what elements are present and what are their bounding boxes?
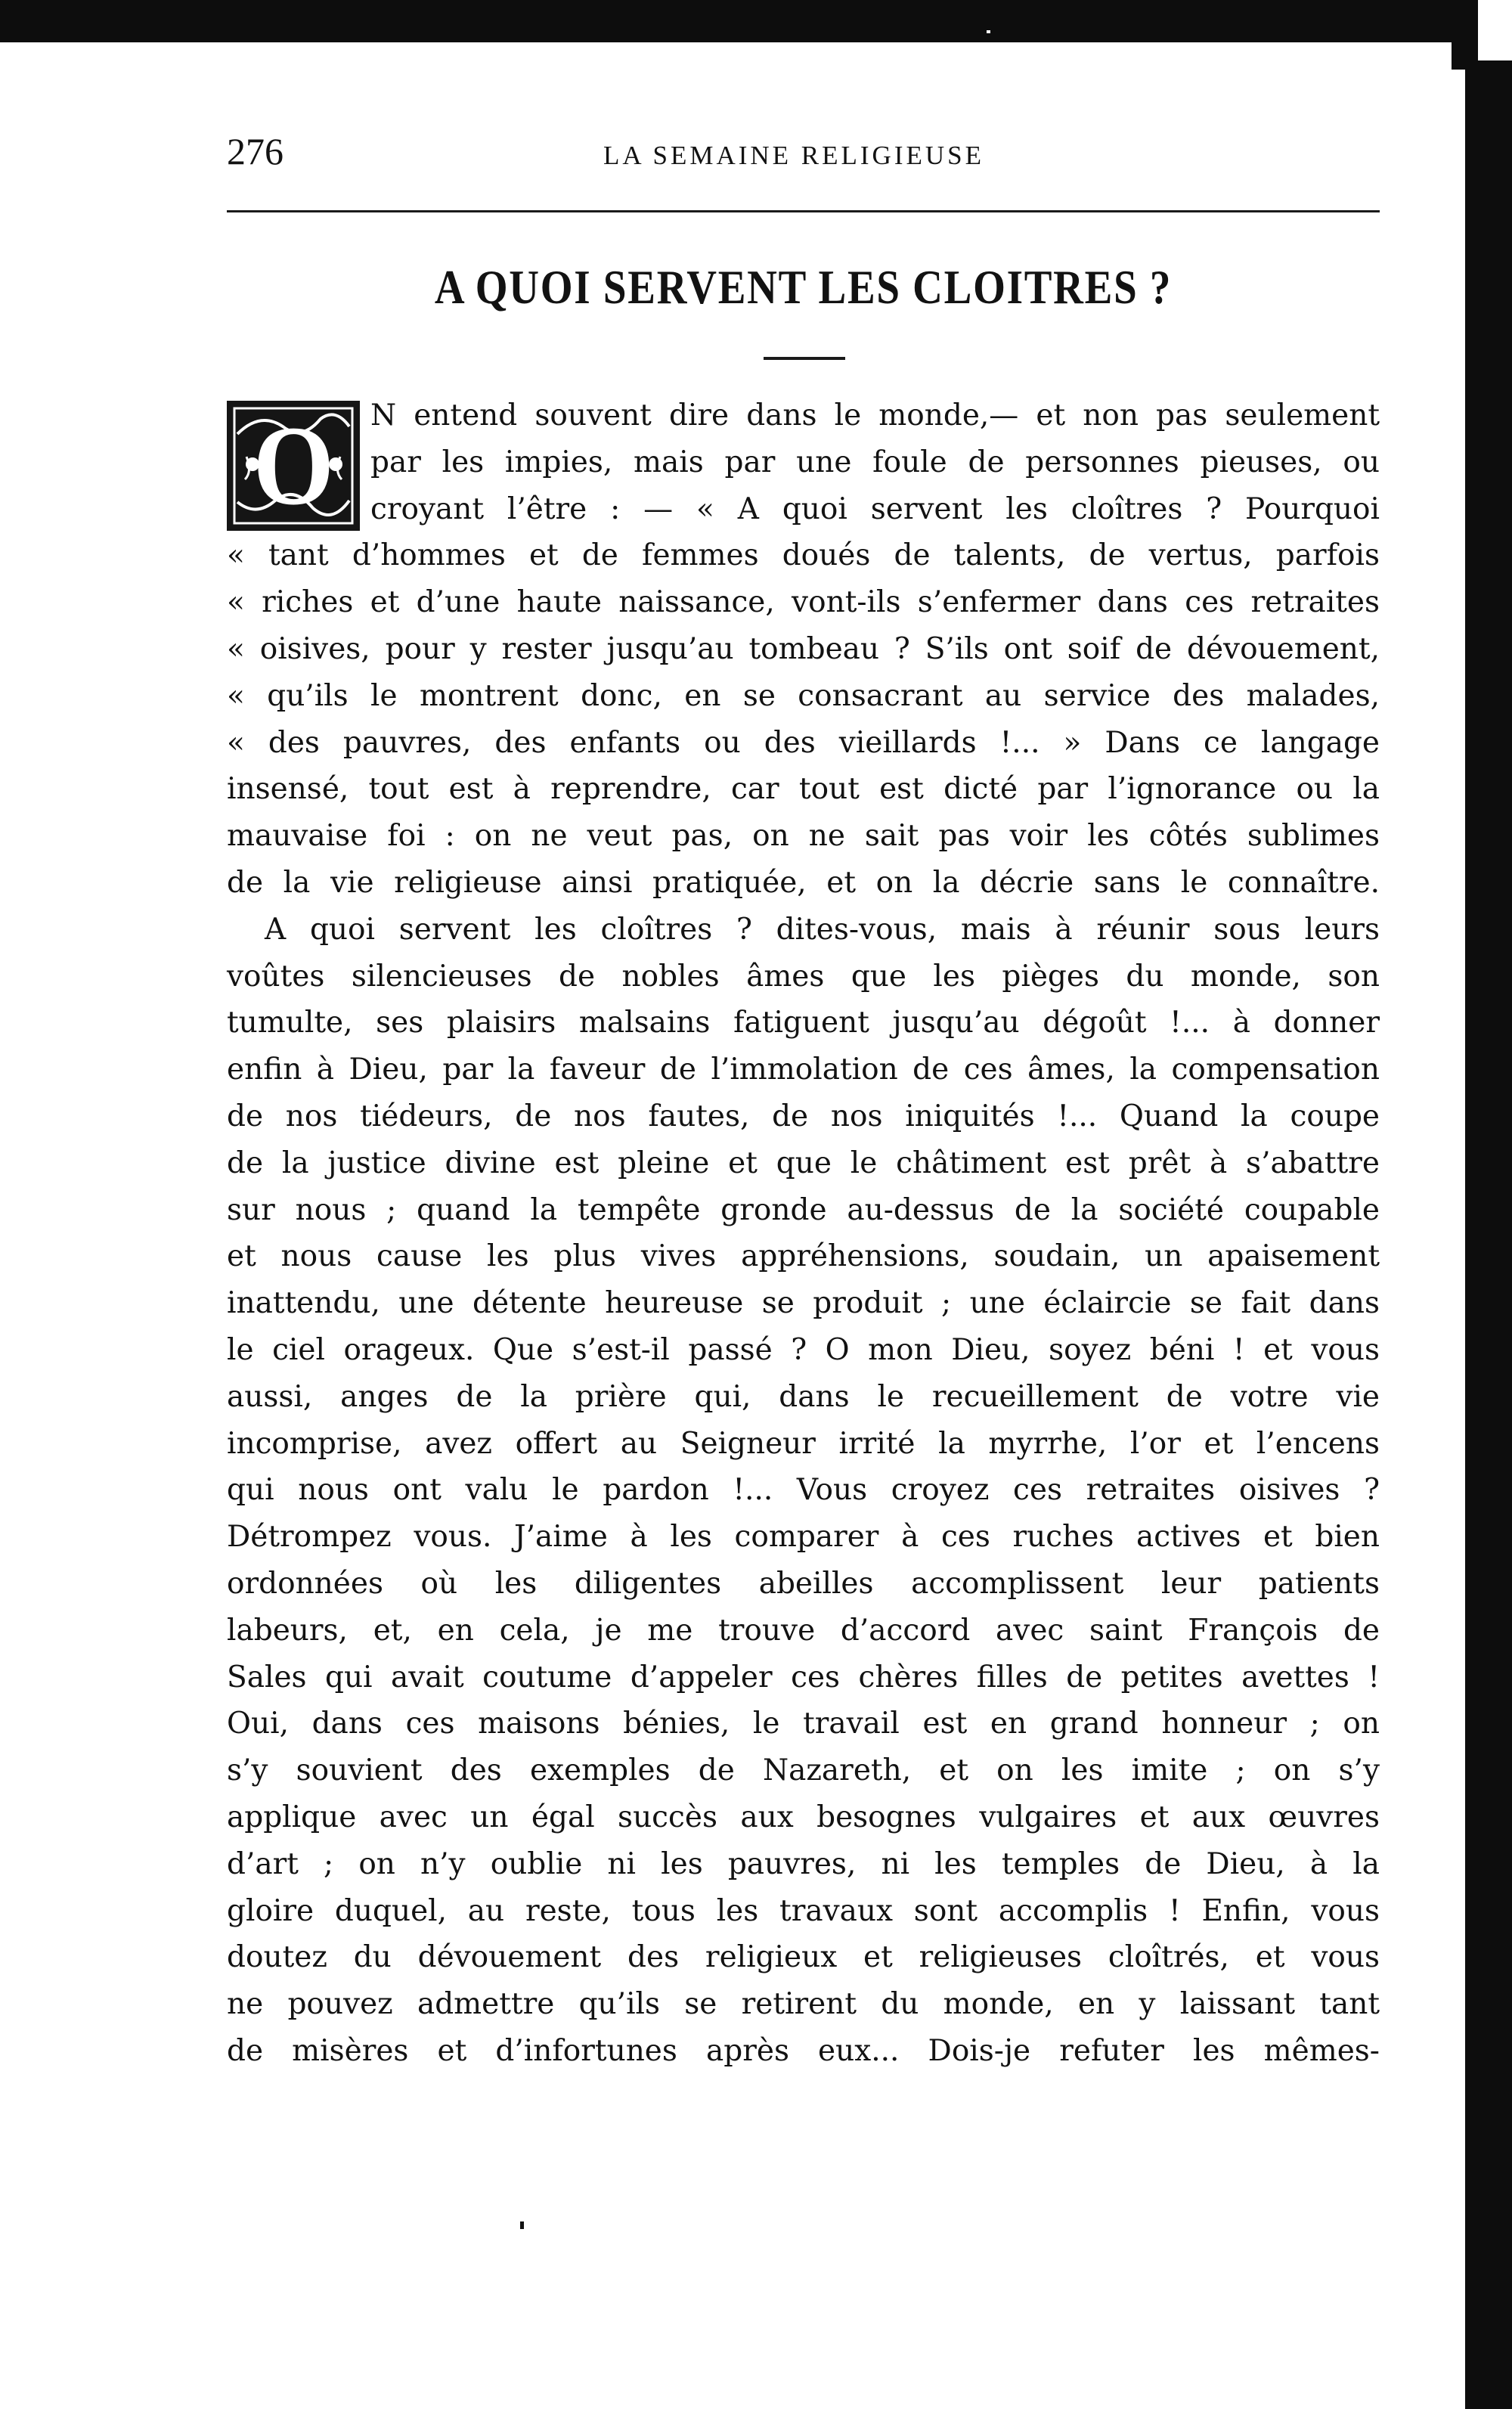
- text-line: « riches et d’une haute naissance, vont-ils s’enfermer dans ces retraites: [227, 585, 1380, 619]
- text-line: « tant d’hommes et de femmes doués de talents, de vertus, parfois: [227, 538, 1380, 572]
- header-rule: [227, 210, 1380, 212]
- text-line: Détrompez vous. J’aime à les comparer à ces ruches actives et bien: [227, 1520, 1380, 1554]
- text-line: doutez du dévouement des religieux et religieuses cloîtrés, et vous: [227, 1940, 1380, 1974]
- text-line: A quoi servent les cloîtres ? dites-vous, mais à réunir sous leurs: [265, 913, 1380, 947]
- text-line: insensé, tout est à reprendre, car tout est dicté par l’ignorance ou la: [227, 772, 1380, 806]
- text-line: Sales qui avait coutume d’appeler ces chères filles de petites avettes !: [227, 1660, 1380, 1694]
- text-line: sur nous ; quand la tempête gronde au-dessus de la société coupable: [227, 1193, 1380, 1227]
- ink-speck: [520, 2221, 524, 2229]
- text-line: et nous cause les plus vives appréhensions, soudain, un apaisement: [227, 1239, 1380, 1273]
- text-line: N entend souvent dire dans le monde,— et non pas seulement: [370, 398, 1380, 433]
- text-line: enfin à Dieu, par la faveur de l’immolation de ces âmes, la compensation: [227, 1053, 1380, 1087]
- text-line: par les impies, mais par une foule de personnes pieuses, ou: [370, 445, 1380, 479]
- title-rule: [764, 357, 845, 360]
- text-line: ne pouvez admettre qu’ils se retirent du monde, en y laissant tant: [227, 1987, 1380, 2021]
- text-line: labeurs, et, en cela, je me trouve d’accord avec saint François de: [227, 1614, 1380, 1648]
- text-line: de la justice divine est pleine et que le châtiment est prêt à s’abattre: [227, 1146, 1380, 1180]
- text-line: « des pauvres, des enfants ou des vieillards !... » Dans ce langage: [227, 726, 1380, 760]
- text-line: « oisives, pour y rester jusqu’au tombeau ? S’ils ont soif de dévouement,: [227, 632, 1380, 666]
- text-line: mauvaise foi : on ne veut pas, on ne sait pas voir les côtés sublimes: [227, 819, 1380, 853]
- text-line: tumulte, ses plaisirs malsains fatiguent jusqu’au dégoût !... à donner: [227, 1006, 1380, 1040]
- scan-border-right: [1465, 60, 1512, 2409]
- text-line: aussi, anges de la prière qui, dans le recueillement de votre vie: [227, 1380, 1380, 1414]
- ink-speck: [987, 30, 990, 33]
- text-line: incomprise, avez offert au Seigneur irrité la myrrhe, l’or et l’encens: [227, 1427, 1380, 1461]
- text-line: s’y souvient des exemples de Nazareth, et on les imite ; on s’y: [227, 1753, 1380, 1787]
- text-line: gloire duquel, au reste, tous les travaux sont accomplis ! Enfin, vous: [227, 1894, 1380, 1928]
- text-line: Oui, dans ces maisons bénies, le travail est en grand honneur ; on: [227, 1707, 1380, 1741]
- journal-title: LA SEMAINE RELIGIEUSE: [603, 141, 984, 170]
- text-line: de nos tiédeurs, de nos fautes, de nos iniquités !... Quand la coupe: [227, 1099, 1380, 1133]
- text-line: ordonnées où les diligentes abeilles accomplissent leur patients: [227, 1567, 1380, 1601]
- article-title: A QUOI SERVENT LES CLOITRES ?: [434, 260, 1173, 314]
- text-line: applique avec un égal succès aux besognes vulgaires et aux œuvres: [227, 1800, 1380, 1834]
- text-line: voûtes silencieuses de nobles âmes que les pièges du monde, son: [227, 960, 1380, 994]
- text-line: « qu’ils le montrent donc, en se consacrant au service des malades,: [227, 679, 1380, 713]
- dropcap-letter: O: [253, 403, 334, 529]
- text-line: de la vie religieuse ainsi pratiquée, et on la décrie sans le connaître.: [227, 866, 1380, 900]
- text-line: qui nous ont valu le pardon !... Vous croyez ces retraites oisives ?: [227, 1473, 1380, 1507]
- text-line: d’art ; on n’y oublie ni les pauvres, ni les temples de Dieu, à la: [227, 1847, 1380, 1881]
- page-number: 276: [227, 130, 284, 172]
- text-line: inattendu, une détente heureuse se produit ; une éclaircie se fait dans: [227, 1286, 1380, 1320]
- text-line: de misères et d’infortunes après eux... Dois-je refuter les mêmes-: [227, 2034, 1380, 2068]
- text-line: croyant l’être : — « A quoi servent les cloîtres ? Pourquoi: [370, 492, 1380, 526]
- text-line: le ciel orageux. Que s’est-il passé ? O mon Dieu, soyez béni ! et vous: [227, 1333, 1380, 1367]
- decorated-initial: [227, 401, 360, 531]
- running-head: [227, 129, 1380, 181]
